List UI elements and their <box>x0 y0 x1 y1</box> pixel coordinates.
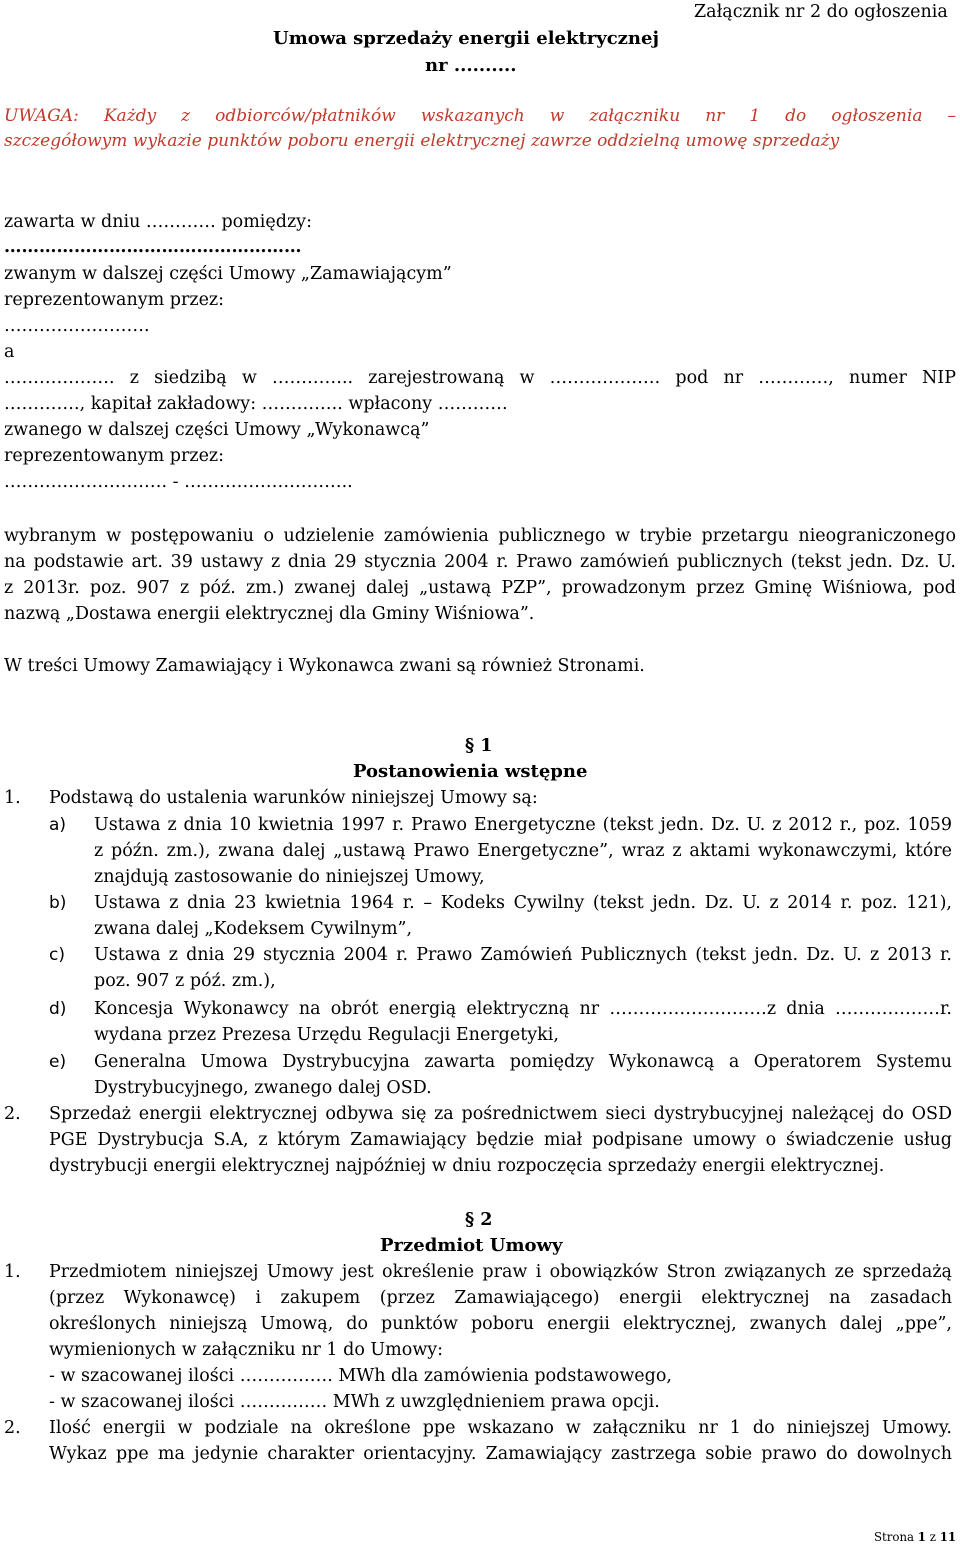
seller-line: ………………. z siedzibą w ………….. zarejestrowaną w ………………. pod nr …………, numer NIP <box>4 368 956 388</box>
intro-line: na podstawie art. 39 ustawy z dnia 29 stycznia 2004 r. Prawo zamówień publicznych (tekst jedn. Dz. U. <box>4 552 956 572</box>
subitem-line: Generalna Umowa Dystrybucyjna zawarta pomiędzy Wykonawcą a Operatorem Systemu <box>94 1052 952 1072</box>
subitem-line: Dystrybucyjnego, zwanego dalej OSD. <box>94 1078 432 1098</box>
seller-line: …………., kapitał zakładowy: ………….. wpłacony ………… <box>4 394 508 414</box>
subitem-line: znajdują zastosowanie do niniejszej Umowy, <box>94 867 485 887</box>
intro-line: z 2013r. poz. 907 z póź. zm.) zwanej dalej „ustawą PZP”, prowadzonym przez Gminę Wiśniowa, pod <box>4 578 956 598</box>
subitem-label: e) <box>49 1052 67 1072</box>
subitem-label: a) <box>49 815 67 835</box>
subitem-line: Ustawa z dnia 29 stycznia 2004 r. Prawo Zamówień Publicznych (tekst jedn. Dz. U. z 2013 r. <box>94 945 952 965</box>
item-line: Przedmiotem niniejszej Umowy jest określenie praw i obowiązków Stron związanych ze sprzedażą <box>49 1262 952 1282</box>
note-line: UWAGA: Każdy z odbiorców/płatników wskazanych w załączniku nr 1 do ogłoszenia – <box>4 106 956 126</box>
representative-placeholder: ……………………. <box>4 316 150 336</box>
seller-called-line: zwanego w dalszej części Umowy „Wykonawcą” <box>4 420 430 440</box>
subitem-label: d) <box>49 999 67 1019</box>
represented-by-label: reprezentowanym przez: <box>4 446 225 466</box>
section-heading: Przedmiot Umowy <box>380 1235 563 1256</box>
subitem-label: c) <box>49 945 65 965</box>
page-word: Strona <box>874 1530 915 1544</box>
intro-line: nazwą „Dostawa energii elektrycznej dla Gminy Wiśniowa”. <box>4 604 535 624</box>
item-line: PGE Dystrybucja S.A, z którym Zamawiający będzie miał podpisane umowy o świadczenie usług <box>49 1130 952 1150</box>
subitem-line: z późn. zm.), zwana dalej „ustawą Prawo Energetyczne”, wraz z aktami wykonawczymi, które <box>94 841 952 861</box>
section-number: § 1 <box>465 736 493 756</box>
and-word: a <box>4 342 15 362</box>
item-number: 2. <box>4 1104 21 1124</box>
section-heading: Postanowienia wstępne <box>353 761 588 782</box>
parties-note: W treści Umowy Zamawiający i Wykonawca zwani są również Stronami. <box>4 656 645 676</box>
buyer-called-line: zwanym w dalszej części Umowy „Zamawiającym” <box>4 264 452 284</box>
contract-title: Umowa sprzedaży energii elektrycznej <box>273 28 659 49</box>
subitem-label: b) <box>49 893 67 913</box>
note-line: szczegółowym wykazie punktów poboru energii elektrycznej zawrze oddzielną umowę sprzedaży <box>4 131 840 151</box>
item-number: 1. <box>4 1262 21 1282</box>
intro-line: wybranym w postępowaniu o udzielenie zamówienia publicznego w trybie przetargu nieograniczonego <box>4 526 956 546</box>
attachment-label: Załącznik nr 2 do ogłoszenia <box>694 2 948 22</box>
subitem-line: Ustawa z dnia 23 kwietnia 1964 r. – Kodeks Cywilny (tekst jedn. Dz. U. z 2014 r. poz. 121), <box>94 893 952 913</box>
item-line: - w szacowanej ilości …………… MWh z uwzględnieniem prawa opcji. <box>49 1392 660 1412</box>
subitem-line: Ustawa z dnia 10 kwietnia 1997 r. Prawo Energetyczne (tekst jedn. Dz. U. z 2012 r., poz. 1059 <box>94 815 952 835</box>
buyer-placeholder: …………………………………………… <box>4 237 302 257</box>
item-text: Podstawą do ustalenia warunków niniejszej Umowy są: <box>49 788 538 808</box>
page-number: 1 <box>917 1530 926 1544</box>
item-line: - w szacowanej ilości ……………. MWh dla zamówienia podstawowego, <box>49 1366 672 1386</box>
item-number: 2. <box>4 1418 21 1438</box>
page-total: 11 <box>939 1530 957 1544</box>
of-word: z <box>929 1530 936 1544</box>
section-number: § 2 <box>465 1210 493 1230</box>
subitem-line: poz. 907 z póź. zm.), <box>94 971 276 991</box>
item-line: Sprzedaż energii elektrycznej odbywa się za pośrednictwem sieci dystrybucyjnej należącej do OSD <box>49 1104 952 1124</box>
page-footer <box>874 1530 956 1544</box>
item-number: 1. <box>4 788 21 808</box>
subitem-line: zwana dalej „Kodeksem Cywilnym”, <box>94 919 413 939</box>
item-line: dystrybucji energii elektrycznej najpóźniej w dniu rozpoczęcia sprzedaży energii elektrycznej. <box>49 1156 885 1176</box>
representative-placeholder: ………………………. - ……………………….. <box>4 472 353 492</box>
item-line: Wykaz ppe ma jedynie charakter orientacyjny. Zamawiający zastrzega sobie prawo do dowolnych <box>49 1444 952 1464</box>
item-line: wymienionych w załączniku nr 1 do Umowy: <box>49 1340 444 1360</box>
item-line: (przez Wykonawcę) i zakupem (przez Zamawiającego) energii elektrycznej na zasadach <box>49 1288 952 1308</box>
item-line: określonych niniejszą Umową, do punktów poboru energii elektrycznej, zwanych dalej „ppe”, <box>49 1314 952 1334</box>
represented-by-label: reprezentowanym przez: <box>4 290 225 310</box>
contract-number: nr .......... <box>425 55 517 76</box>
concluded-line: zawarta w dniu ………… pomiędzy: <box>4 212 312 232</box>
subitem-line: wydana przez Prezesa Urzędu Regulacji Energetyki, <box>94 1025 559 1045</box>
subitem-line: Koncesja Wykonawcy na obrót energią elektryczną nr ………………………z dnia ………………r. <box>94 999 952 1019</box>
item-line: Ilość energii w podziale na określone ppe wskazano w załączniku nr 1 do niniejszej Umowy. <box>49 1418 952 1438</box>
